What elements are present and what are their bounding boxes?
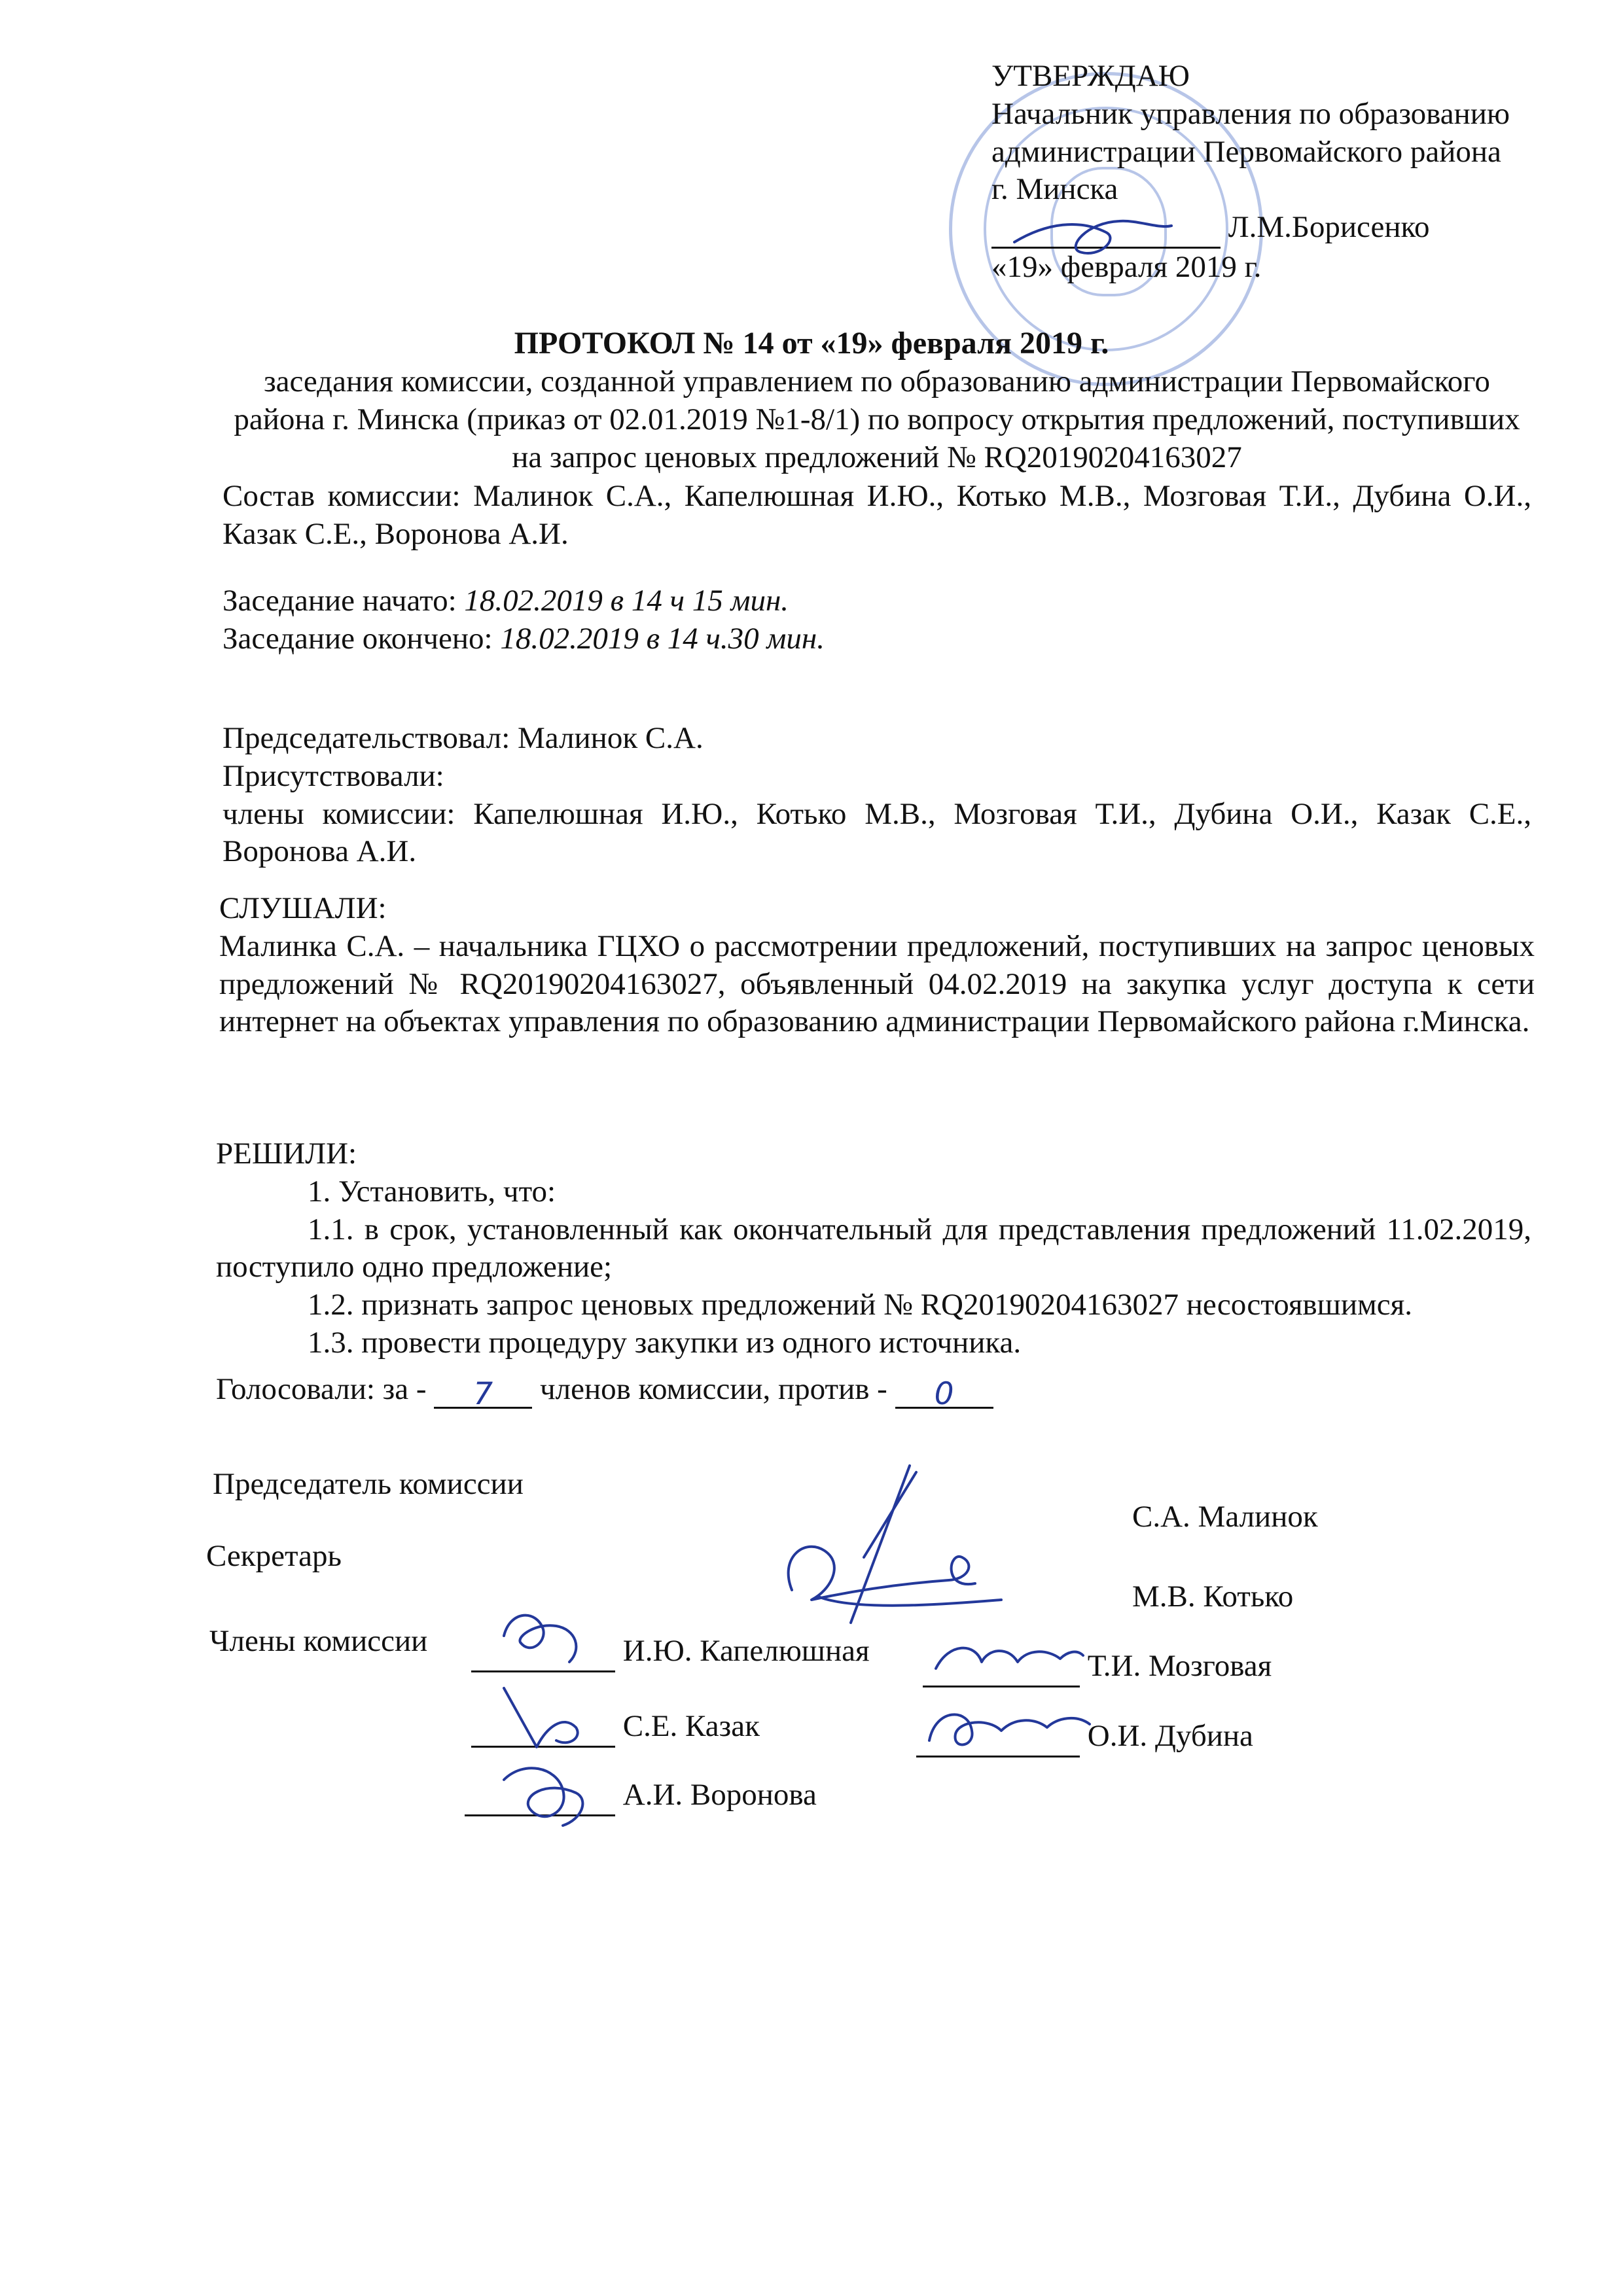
decision-item-1: 1. Установить, что: bbox=[308, 1174, 556, 1209]
present-label: Присутствовали: bbox=[223, 758, 444, 793]
heard-heading: СЛУШАЛИ: bbox=[219, 891, 387, 925]
approver-position-line1: Начальник управления по образованию bbox=[991, 96, 1510, 131]
session-end bbox=[223, 620, 1531, 658]
vote-line bbox=[216, 1371, 993, 1412]
chair-label: Председатель комиссии bbox=[213, 1467, 524, 1501]
session-start bbox=[223, 582, 1531, 620]
session-end-label: Заседание окончено: bbox=[223, 621, 493, 656]
member-name: И.Ю. Капелюшная bbox=[622, 1634, 870, 1668]
voronova-signature bbox=[484, 1754, 609, 1839]
kazak-signature bbox=[484, 1675, 602, 1760]
commission-composition: Состав комиссии: Малинок С.А., Капелюшная И.Ю., Котько М.В., Мозговая Т.И., Дубина О.И., Казак С.Е., Воронова А.И. bbox=[223, 479, 1531, 551]
attendance-block bbox=[223, 720, 1531, 871]
approver-name: Л.М.Борисенко bbox=[1228, 210, 1430, 245]
secretary-name: М.В. Котько bbox=[1132, 1580, 1294, 1614]
approver-position-line3: г. Минска bbox=[991, 172, 1118, 207]
chair-name: С.А. Малинок bbox=[1132, 1500, 1318, 1534]
approval-date: «19» февраля 2019 г. bbox=[991, 249, 1262, 284]
chaired-by: Председательствовал: Малинок С.А. bbox=[223, 721, 704, 755]
session-times bbox=[223, 582, 1531, 658]
decided-section bbox=[216, 1135, 1531, 1362]
dubina-signature bbox=[916, 1688, 1099, 1773]
secretary-label: Секретарь bbox=[206, 1539, 342, 1573]
heard-section bbox=[219, 890, 1535, 1041]
session-start-label: Заседание начато: bbox=[223, 584, 457, 618]
decision-item-1-1: 1.1. в срок, установленный как окончательный для представления предложений 11.02.2019, поступило одно предложение; bbox=[216, 1212, 1531, 1284]
vote-middle: членов комиссии, против - bbox=[540, 1372, 887, 1406]
document-title: ПРОТОКОЛ № 14 от «19» февраля 2019 г. bbox=[514, 326, 1109, 361]
member-name: О.И. Дубина bbox=[1087, 1719, 1253, 1753]
kapelyushnaya-signature bbox=[484, 1597, 615, 1688]
decided-heading: РЕШИЛИ: bbox=[216, 1137, 357, 1171]
member-name: Т.И. Мозговая bbox=[1087, 1649, 1272, 1683]
member-name: С.Е. Казак bbox=[622, 1709, 760, 1743]
vote-for-count: 7 bbox=[434, 1375, 532, 1409]
member-name: А.И. Воронова bbox=[622, 1778, 817, 1812]
heard-text: Малинка С.А. – начальника ГЦХО о рассмотрении предложений, поступивших на запрос ценовых предложений № RQ20190204163027, объявленный 04.02.2019 на закупка услуг доступа к сети интернет на объектах управления по образованию администрации Первомайского района г.Минска. bbox=[219, 928, 1535, 1039]
members-present: члены комиссии: Капелюшная И.Ю., Котько М.В., Мозговая Т.И., Дубина О.И., Казак С.Е., Воронова А.И. bbox=[223, 796, 1531, 869]
session-end-value: 18.02.2019 в 14 ч.30 мин. bbox=[500, 621, 825, 656]
approver-signature bbox=[1008, 196, 1178, 275]
decision-item-1-2: 1.2. признать запрос ценовых предложений № RQ20190204163027 несостоявшимся. bbox=[308, 1288, 1412, 1322]
approver-position-line2: администрации Первомайского района bbox=[991, 134, 1501, 169]
approve-word: УТВЕРЖДАЮ bbox=[991, 59, 1190, 93]
decision-item-1-3: 1.3. провести процедуру закупки из одного источника. bbox=[308, 1325, 1022, 1360]
members-label: Члены комиссии bbox=[209, 1624, 428, 1658]
vote-prefix: Голосовали: за - bbox=[216, 1372, 427, 1406]
vote-against-count: 0 bbox=[895, 1375, 993, 1409]
document-subtitle: заседания комиссии, созданной управлением по образованию администрации Первомайского района г. Минска (приказ от 02.01.2019 №1-8/1) по вопросу открытия предложений, поступивших на запрос ценовых предложений № RQ20190204163027 bbox=[234, 364, 1520, 474]
chair-secretary-signature bbox=[753, 1459, 1067, 1629]
session-start-value: 18.02.2019 в 14 ч 15 мин. bbox=[464, 584, 789, 618]
